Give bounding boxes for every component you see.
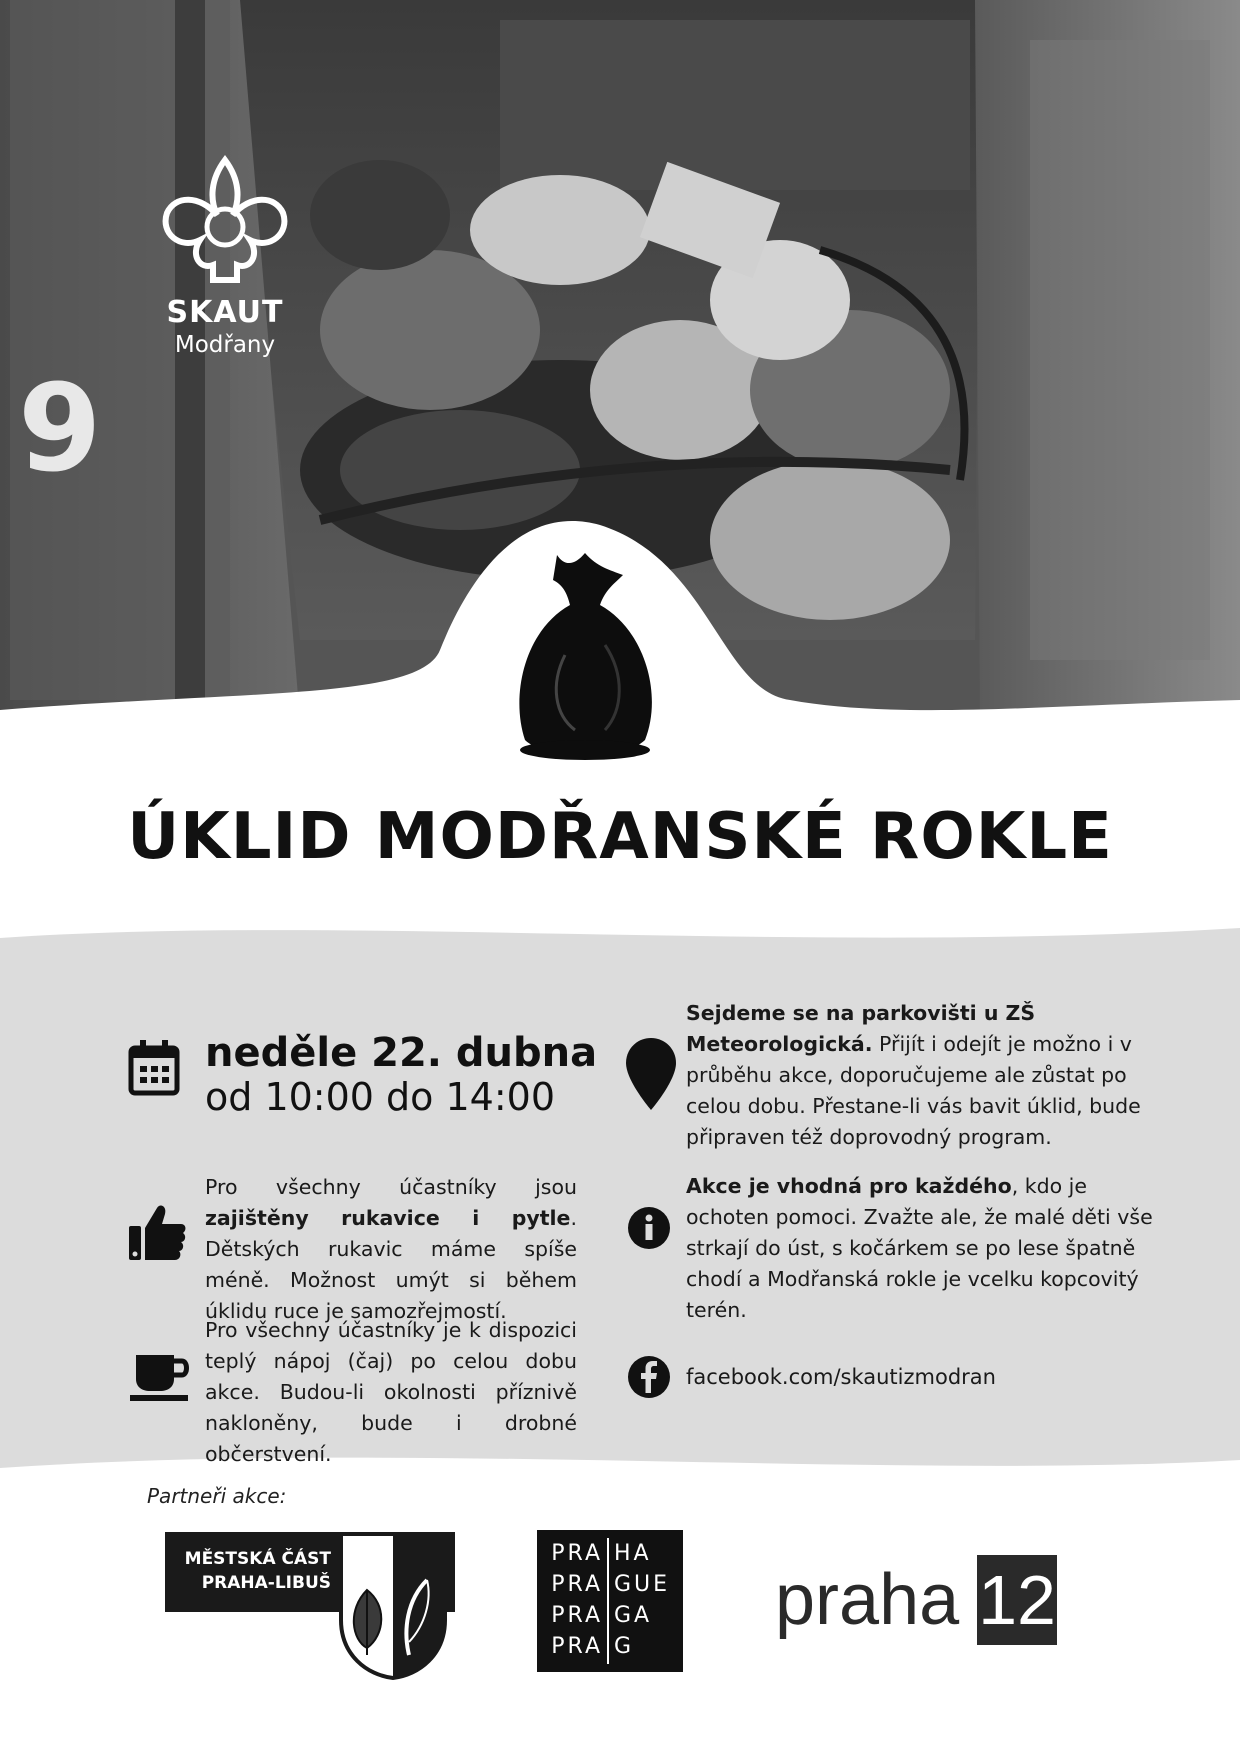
trash-bag-icon bbox=[505, 545, 665, 765]
page-title: ÚKLID MODŘANSKÉ ROKLE bbox=[127, 800, 1113, 874]
partners-label: Partneři akce: bbox=[147, 1484, 287, 1508]
meeting-text-bold: Sejdeme se na parkovišti u ZŠ Meteorologická. bbox=[686, 1001, 1036, 1056]
supplies-text bbox=[205, 1172, 577, 1327]
libus-line2: PRAHA-LIBUŠ bbox=[201, 1573, 331, 1593]
logo-name: SKAUT bbox=[166, 295, 284, 330]
logo-subtitle: Modřany bbox=[174, 332, 276, 358]
praha-cell: PRA bbox=[551, 1572, 603, 1597]
praha12-number: 12 bbox=[977, 1555, 1057, 1645]
praha-cell: PRA bbox=[551, 1603, 603, 1628]
fleur-de-lis-icon bbox=[155, 155, 295, 285]
thumbs-up-icon bbox=[127, 1200, 187, 1262]
map-pin-icon bbox=[626, 1038, 676, 1110]
praha-divider bbox=[607, 1538, 609, 1664]
event-time: od 10:00 do 14:00 bbox=[205, 1075, 555, 1119]
partner-praha bbox=[537, 1530, 683, 1672]
praha-grid-left bbox=[547, 1538, 603, 1662]
meeting-text-body: Přijít i odejít je možno i v průběhu akce, doporučujeme ale zůstat po celou dobu. Přestane-li vás bavit úklid, bude připraven též doprovodný program. bbox=[686, 1032, 1141, 1149]
suitable-text-body: , kdo je ochoten pomoci. Zvažte ale, že malé děti vše strkají do úst, s kočárkem se po lese špatně chodí a Modřanská rokle je vcelku kopcovitý terén. bbox=[686, 1174, 1153, 1322]
libus-name bbox=[171, 1547, 331, 1595]
supplies-text-bold: zajištěny rukavice i pytle bbox=[205, 1206, 571, 1230]
libus-crest-icon bbox=[337, 1530, 449, 1680]
event-date: neděle 22. dubna bbox=[205, 1030, 598, 1076]
suitable-text bbox=[686, 1171, 1166, 1326]
drinks-text: Pro všechny účastníky je k dispozici teplý nápoj (čaj) po celou dobu akce. Budou-li okolnosti příznivě nakloněny, bude i drobné občerstvení. bbox=[205, 1318, 577, 1466]
facebook-icon[interactable] bbox=[627, 1355, 671, 1399]
skaut-logo bbox=[150, 155, 300, 358]
praha-cell: PRA bbox=[551, 1541, 603, 1566]
meeting-text bbox=[686, 998, 1166, 1153]
praha12-word: praha bbox=[775, 1560, 960, 1640]
suitable-text-bold: Akce je vhodná pro každého bbox=[686, 1174, 1012, 1198]
praha-grid-right bbox=[614, 1538, 670, 1662]
calendar-icon bbox=[128, 1040, 180, 1096]
info-icon bbox=[627, 1206, 671, 1250]
praha-cell: GA bbox=[614, 1603, 653, 1628]
supplies-text-post: . Dětských rukavic máme spíše méně. Možnost umýt si během úklidu ruce je samozřejmostí. bbox=[205, 1206, 577, 1323]
partner-praha-libus bbox=[165, 1530, 455, 1680]
libus-line1: MĚSTSKÁ ČÁST bbox=[184, 1549, 331, 1569]
praha-cell: G bbox=[614, 1634, 635, 1659]
praha-cell: HA bbox=[614, 1541, 652, 1566]
praha-cell: GUE bbox=[614, 1572, 671, 1597]
praha-cell: PRA bbox=[551, 1634, 603, 1659]
svg-text:9: 9 bbox=[18, 360, 102, 499]
supplies-text-pre: Pro všechny účastníky jsou bbox=[205, 1175, 577, 1199]
cup-icon bbox=[130, 1353, 194, 1401]
facebook-link[interactable]: facebook.com/skautizmodran bbox=[686, 1365, 996, 1389]
